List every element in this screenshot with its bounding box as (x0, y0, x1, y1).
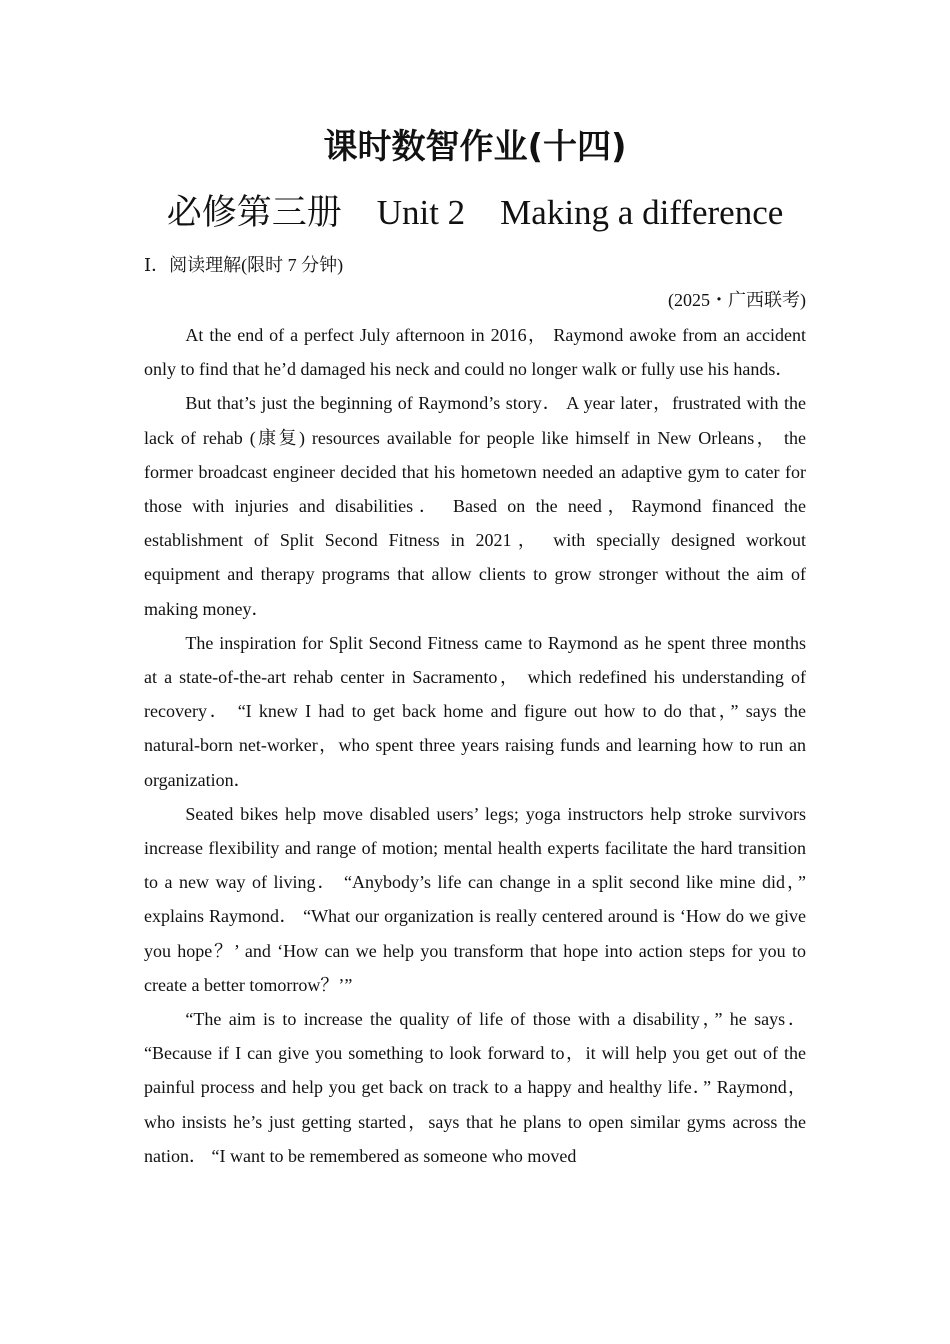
page-subtitle: 必修第三册 Unit 2 Making a difference (166, 193, 784, 232)
paragraph: “The aim is to increase the quality of life of those with a disability，” he says． “Because if I can give you something to look forward to，it will help you get out of the painful process and help you get back on track to a happy and healthy life．” Raymond，who insists he’s just getting started，says that he plans to open similar gyms across the nation． “I want to be remembered as someone who moved (144, 1009, 806, 1166)
section-heading: Ⅰ．阅读理解(限时 7 分钟) (144, 255, 344, 275)
paragraph: Seated bikes help move disabled users’ legs; yoga instructors help stroke survivors increase flexibility and range of motion; mental health experts facilitate the hard transition to a new way of living． “Anybody’s life can change in a split second like mine did，” explains Raymond． “What our organization is really centered around is ‘How do we give you hope？’ and ‘How can we help you transform that hope into action steps for you to create a better tomorrow？’” (144, 803, 806, 995)
source-note: (2025・广西联考) (668, 290, 806, 310)
paragraph: At the end of a perfect July afternoon in 2016， Raymond awoke from an accident only to find that he’d damaged his neck and could no longer walk or fully use his hands． (144, 325, 806, 380)
reading-passage (144, 318, 806, 1173)
page-title: 课时数智作业(十四) (323, 127, 627, 167)
paragraph: But that’s just the beginning of Raymond’s story． A year later，frustrated with the lack of rehab (康复) resources available for people like himself in New Orleans， the former broadcast engineer decided that his hometown needed an adaptive gym to cater for those with injuries and disabilities． Based on the need，Raymond financed the establishment of Split Second Fitness in 2021， with specially designed workout equipment and therapy programs that allow clients to grow stronger without the aim of making money． (144, 393, 806, 619)
paragraph: The inspiration for Split Second Fitness came to Raymond as he spent three months at a state-of-the-art rehab center in Sacramento， which redefined his understanding of recovery． “I knew I had to get back home and figure out how to do that，” says the natural-born net-worker，who spent three years raising funds and learning how to run an organization． (144, 632, 806, 790)
